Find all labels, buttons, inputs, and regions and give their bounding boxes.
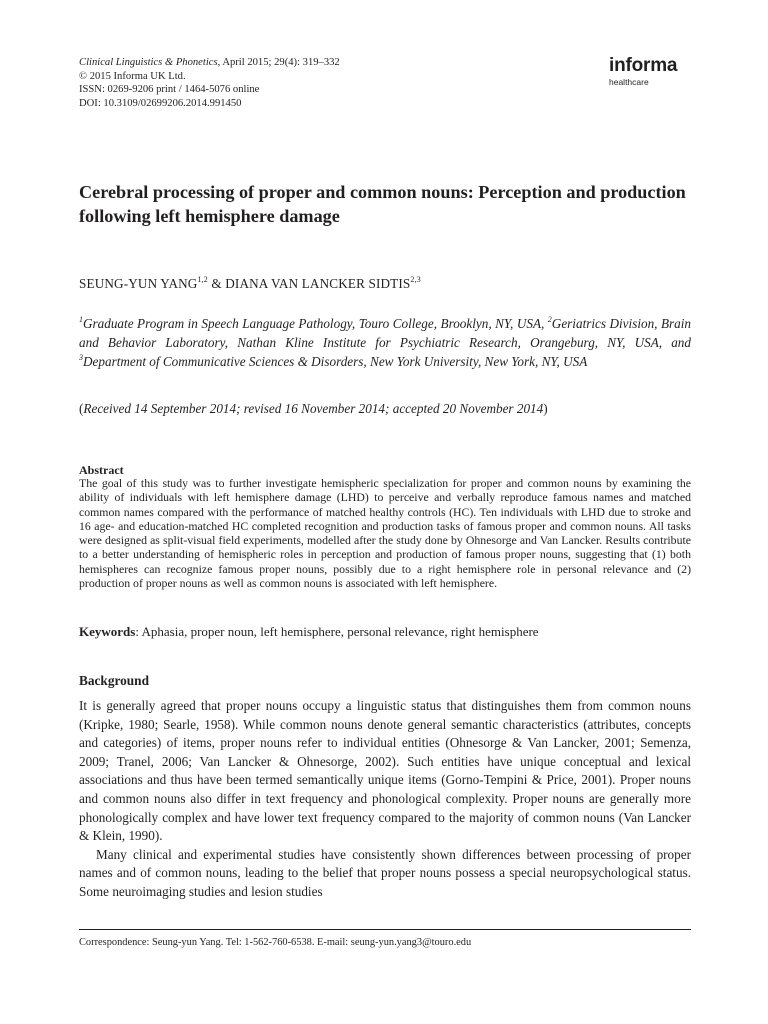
journal-name: Clinical Linguistics & Phonetics <box>79 57 218 68</box>
affiliation-2: Geriatrics Division, Brain and Behavior Laboratory, Nathan Kline Institute for Psychiatric Research, Orangeburg, NY, USA, and <box>79 316 691 350</box>
received-open-paren: ( <box>79 401 84 416</box>
journal-citation <box>79 56 340 70</box>
affiliation-3: Department of Communicative Sciences & Disorders, New York University, New York, NY, USA <box>83 354 588 369</box>
keywords-label: Keywords <box>79 624 136 639</box>
received-close-paren: ) <box>543 401 548 416</box>
author-2: DIANA VAN LANCKER SIDTIS <box>225 276 411 291</box>
received-dates <box>79 401 548 417</box>
received-text: Received 14 September 2014; revised 16 November 2014; accepted 20 November 2014 <box>83 401 544 416</box>
affil-sup-3: 3 <box>79 353 83 362</box>
affil-sup-1: 1 <box>79 315 83 324</box>
affiliations <box>79 314 691 371</box>
author-2-affil-sup: 2,3 <box>410 275 421 284</box>
journal-issue: , April 2015; 29(4): 319–332 <box>217 57 340 68</box>
abstract-text: The goal of this study was to further investigate hemispheric specialization for proper and common nouns by examining the ability of individuals with left hemisphere damage (LHD) to perceive and verbally reproduce famous names and matched common names compared with the performance of matched healthy controls (HC). Ten individuals with LHD due to stroke and 16 age- and education-matched HC completed recognition and production tasks of famous proper and common nouns. All tasks were designed as split-visual field experiments, modelled after the study done by Ohnesorge and Van Lancker. Results contribute to a better understanding of hemispheric roles in perception and production of famous proper nouns, suggesting that (1) both hemispheres can recognize famous proper nouns, possibly due to a right hemisphere role in personal relevance and (2) production of proper nouns as well as common nouns is associated with left hemisphere. <box>79 476 691 591</box>
logo-wordmark: informa <box>609 55 678 76</box>
background-paragraph-2: Many clinical and experimental studies have consistently shown differences between processing of proper names and of common nouns, leading to the belief that proper nouns possess a special neuropsychological status. Some neuroimaging studies and lesion studies <box>79 846 691 899</box>
affil-sup-2: 2 <box>547 315 552 324</box>
abstract-heading: Abstract <box>79 463 124 477</box>
author-separator: & <box>207 276 226 291</box>
doi-line[interactable]: DOI: 10.3109/02699206.2014.991450 <box>79 97 242 109</box>
journal-header <box>79 56 340 110</box>
background-paragraph-1: It is generally agreed that proper nouns occupy a linguistic status that distinguishes them from common nouns (Kripke, 1980; Searle, 1958). While common nouns denote general semantic characteristics (attributes, concepts and categories) of items, proper nouns refer to individual entities (Ohnesorge & Van Lancker, 2001; Semenza, 2009; Tranel, 2006; Van Lancker & Ohnesorge, 2002). Such entities have unique conceptual and lexical associations and thus have been termed semantically unique items (Gorno-Tempini & Price, 2001). Proper nouns and common nouns also differ in text frequency and phonological complexity. Proper nouns are generally more phonologically complex and have lower text frequency compared to the majority of common nouns (Van Lancker & Klein, 1990). <box>79 698 691 844</box>
publisher-logo <box>609 56 691 87</box>
logo-subtitle: healthcare <box>609 77 649 87</box>
background-body <box>79 697 691 902</box>
article-title: Cerebral processing of proper and common nouns: Perception and production following left hemisphere damage <box>79 182 686 226</box>
keywords-text: : Aphasia, proper noun, left hemisphere, personal relevance, right hemisphere <box>135 624 539 639</box>
correspondence-footnote: Correspondence: Seung-yun Yang. Tel: 1-562-760-6538. E-mail: seung-yun.yang3@touro.edu <box>79 937 472 948</box>
background-heading: Background <box>79 673 149 688</box>
footnote-rule <box>79 929 691 930</box>
author-list <box>79 276 421 292</box>
author-1: SEUNG-YUN YANG <box>79 276 198 291</box>
keywords <box>79 624 539 640</box>
copyright-line: © 2015 Informa UK Ltd. <box>79 70 186 82</box>
author-1-affil-sup: 1,2 <box>197 275 208 284</box>
affiliation-1: Graduate Program in Speech Language Pathology, Touro College, Brooklyn, NY, USA, <box>83 316 548 331</box>
issn-line: ISSN: 0269-9206 print / 1464-5076 online <box>79 84 260 95</box>
